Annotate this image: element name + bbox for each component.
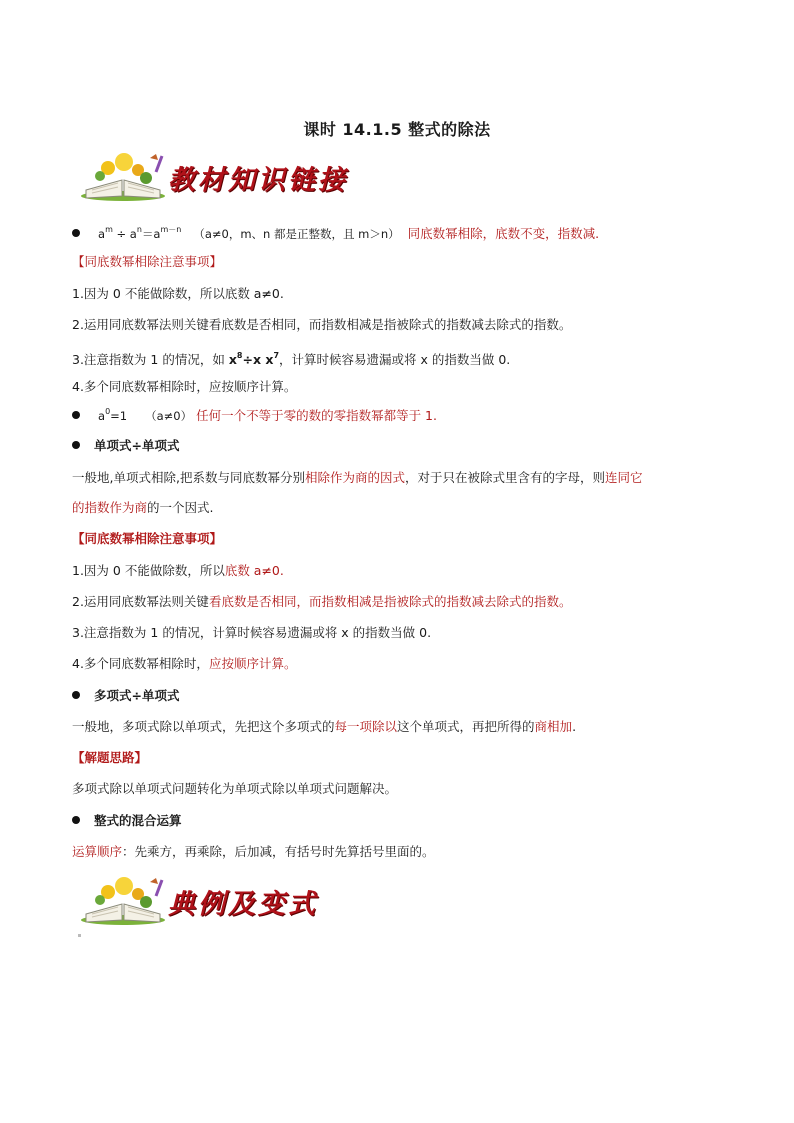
section-heading-mixed: 整式的混合运算 xyxy=(72,812,182,830)
paragraph-monomial-cont: 的指数作为商的一个因式. xyxy=(72,500,214,515)
banner-title: 典例及变式 xyxy=(168,889,318,920)
note-heading: 【同底数幂相除注意事项】 xyxy=(72,531,223,546)
open-book-flowers-icon xyxy=(78,874,168,926)
note-item: 2.运用同底数幂法则关键看底数是否相同，而指数相减是指被除式的指数减去除式的指数。 xyxy=(72,594,572,609)
bullet-icon xyxy=(72,691,80,699)
paragraph-mixed: 运算顺序：先乘方，再乘除，后加减，有括号时先算括号里面的。 xyxy=(72,844,435,859)
bullet-icon xyxy=(72,816,80,824)
bullet-icon xyxy=(72,441,80,449)
bullet-icon xyxy=(72,411,80,419)
open-book-flowers-icon xyxy=(78,150,168,202)
paragraph-monomial: 一般地,单项式相除,把系数与同底数幂分别相除作为商的因式，对于只在被除式里含有的字母，则连同它 xyxy=(72,470,643,485)
note-item: 3.注意指数为 1 的情况，如 $x^8\div x$ $x^7$，计算时候容易遗漏或将 x 的指数当做 0. xyxy=(72,351,511,367)
banner-title: 教材知识链接 xyxy=(168,165,348,196)
bullet-rule-zero-exponent: $a^0=1$ （a≠0） 任何一个不等于零的数的零指数幂都等于 1. xyxy=(72,403,437,425)
note-item: 1.因为 0 不能做除数，所以底数 a≠0. xyxy=(72,286,284,301)
note-item: 4.多个同底数幂相除时，应按顺序计算。 xyxy=(72,379,297,394)
note-item: 2.运用同底数幂法则关键看底数是否相同，而指数相减是指被除式的指数减去除式的指数。 xyxy=(72,317,572,332)
note-item: 1.因为 0 不能做除数，所以底数 a≠0. xyxy=(72,563,284,578)
bullet-rule-division: $a^m \div a^n=a^{m-n}$ （a≠0，m、n 都是正整数，且 m＞n） 同底数幂相除，底数不变，指数减. xyxy=(72,221,599,243)
idea-text: 多项式除以单项式问题转化为单项式除以单项式问题解决。 xyxy=(72,781,398,796)
section-banner-knowledge xyxy=(78,150,358,210)
bullet-icon xyxy=(72,229,80,237)
note-item: 3.注意指数为 1 的情况，计算时候容易遗漏或将 x 的指数当做 0. xyxy=(72,625,432,640)
page-title: 课时 14.1.5 整式的除法 xyxy=(303,120,491,139)
section-heading-monomial: 单项式÷单项式 xyxy=(72,437,179,455)
decorative-mark xyxy=(78,934,81,937)
section-heading-polynomial: 多项式÷单项式 xyxy=(72,687,179,705)
section-banner-examples xyxy=(78,874,358,934)
paragraph-polynomial: 一般地，多项式除以单项式，先把这个多项式的每一项除以这个单项式，再把所得的商相加. xyxy=(72,719,577,734)
note-heading: 【同底数幂相除注意事项】 xyxy=(72,254,223,269)
idea-heading: 【解题思路】 xyxy=(72,750,148,765)
note-item: 4.多个同底数幂相除时，应按顺序计算。 xyxy=(72,656,297,671)
